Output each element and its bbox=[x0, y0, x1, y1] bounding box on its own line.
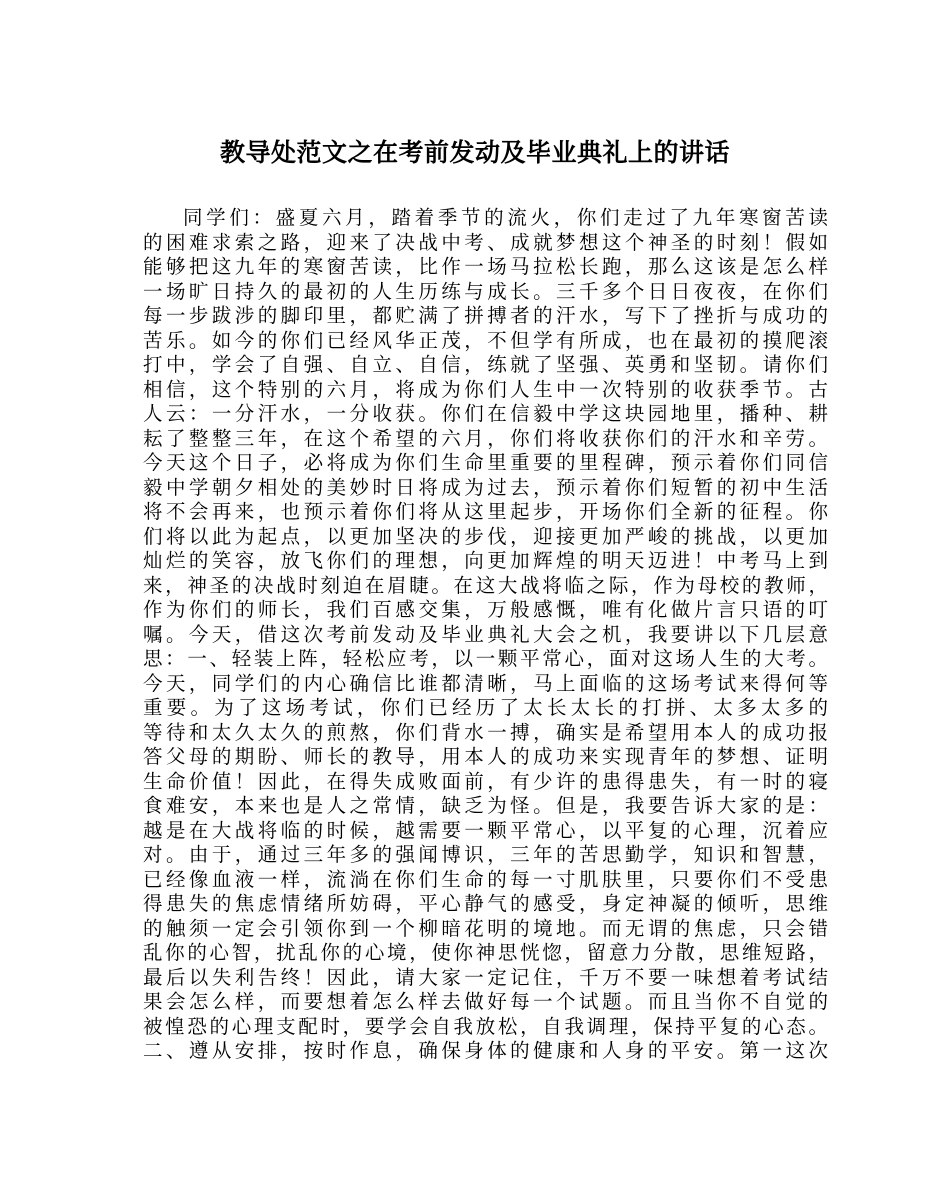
body-text-line: 食难安，本来也是人之常情，缺乏为怪。但是，我要告诉大家的是： bbox=[143, 794, 828, 817]
body-text-line: 的困难求索之路，迎来了决战中考、成就梦想这个神圣的时刻！假如 bbox=[143, 230, 828, 254]
body-text-line: 今天，同学们的内心确信比谁都清晰，马上面临的这场考试来得何等 bbox=[143, 671, 828, 695]
body-text-line: 人云：一分汗水，一分收获。你们在信毅中学这块园地里，播种、耕 bbox=[143, 402, 828, 425]
body-text-line: 乱你的心智，扰乱你的心境，使你神思恍惚，留意力分散，思维短路， bbox=[143, 941, 828, 964]
body-text-line: 灿烂的笑容，放飞你们的理想，向更加辉煌的明天迈进！中考马上到 bbox=[143, 549, 828, 572]
body-text-line: 来，神圣的决战时刻迫在眉睫。在这大战将临之际，作为母校的教师， bbox=[143, 573, 828, 597]
body-text-line: 等待和太久太久的煎熬，你们背水一搏，确实是希望用本人的成功报 bbox=[143, 720, 828, 744]
document-body bbox=[143, 206, 828, 1064]
body-text-line: 耘了整整三年，在这个希望的六月，你们将收获你们的汗水和辛劳。 bbox=[143, 426, 828, 450]
body-text-line: 最后以失利告终！因此，请大家一定记住，千万不要一味想着考试结 bbox=[143, 965, 828, 989]
body-text-line: 思：一、轻装上阵，轻松应考，以一颗平常心，面对这场人生的大考。 bbox=[143, 647, 828, 670]
document-title: 教导处范文之在考前发动及毕业典礼上的讲话 bbox=[219, 138, 730, 167]
body-text-line: 对。由于，通过三年多的强闻博识，三年的苦思勤学，知识和智慧， bbox=[143, 843, 828, 866]
body-text-line: 果会怎么样，而要想着怎么样去做好每一个试题。而且当你不自觉的 bbox=[143, 990, 828, 1013]
body-text-line: 得患失的焦虑情绪所妨碍，平心静气的感受，身定神凝的倾听，思维 bbox=[143, 892, 828, 915]
body-text-line: 苦乐。如今的你们已经风华正茂，不但学有所成，也在最初的摸爬滚 bbox=[143, 328, 828, 352]
body-text-line: 相信，这个特别的六月，将成为你们人生中一次特别的收获季节。古 bbox=[143, 377, 828, 401]
body-text-line: 每一步跋涉的脚印里，都贮满了拼搏者的汗水，写下了挫折与成功的 bbox=[143, 304, 828, 327]
body-text-line: 将不会再来，也预示着你们将从这里起步，开场你们全新的征程。你 bbox=[143, 500, 828, 523]
body-text-line: 毅中学朝夕相处的美妙时日将成为过去，预示着你们短暂的初中生活 bbox=[143, 475, 828, 499]
body-text-line: 一场旷日持久的最初的人生历练与成长。三千多个日日夜夜，在你们 bbox=[143, 279, 828, 303]
body-text-line: 重要。为了这场考试，你们已经历了太长太长的打拼、太多太多的 bbox=[143, 696, 828, 719]
body-text-line: 的触须一定会引领你到一个柳暗花明的境地。而无谓的焦虑，只会错 bbox=[143, 916, 828, 940]
body-text-line: 二、遵从安排，按时作息，确保身体的健康和人身的平安。第一这次 bbox=[143, 1039, 828, 1062]
body-text-line: 越是在大战将临的时候，越需要一颗平常心，以平复的心理，沉着应 bbox=[143, 818, 828, 842]
body-text-line: 同学们：盛夏六月，踏着季节的流火，你们走过了九年寒窗苦读 bbox=[183, 206, 828, 229]
body-text-line: 作为你们的师长，我们百感交集，万般感慨，唯有化做片言只语的叮 bbox=[143, 598, 828, 621]
body-text-line: 答父母的期盼、师长的教导，用本人的成功来实现青年的梦想、证明 bbox=[143, 745, 828, 768]
body-text-line: 已经像血液一样，流淌在你们生命的每一寸肌肤里，只要你们不受患 bbox=[143, 867, 828, 891]
body-text-line: 能够把这九年的寒窗苦读，比作一场马拉松长跑，那么这该是怎么样 bbox=[143, 255, 828, 278]
body-text-line: 打中，学会了自强、自立、自信，练就了坚强、英勇和坚韧。请你们 bbox=[143, 353, 828, 376]
body-text-line: 被惶恐的心理支配时，要学会自我放松，自我调理，保持平复的心态。 bbox=[143, 1014, 828, 1038]
body-text-line: 嘱。今天，借这次考前发动及毕业典礼大会之机，我要讲以下几层意 bbox=[143, 622, 828, 646]
body-text-line: 们将以此为起点，以更加坚决的步伐，迎接更加严峻的挑战，以更加 bbox=[143, 524, 828, 548]
body-text-line: 生命价值！因此，在得失成败面前，有少许的患得患失，有一时的寝 bbox=[143, 769, 828, 793]
body-text-line: 今天这个日子，必将成为你们生命里重要的里程碑，预示着你们同信 bbox=[143, 451, 828, 474]
